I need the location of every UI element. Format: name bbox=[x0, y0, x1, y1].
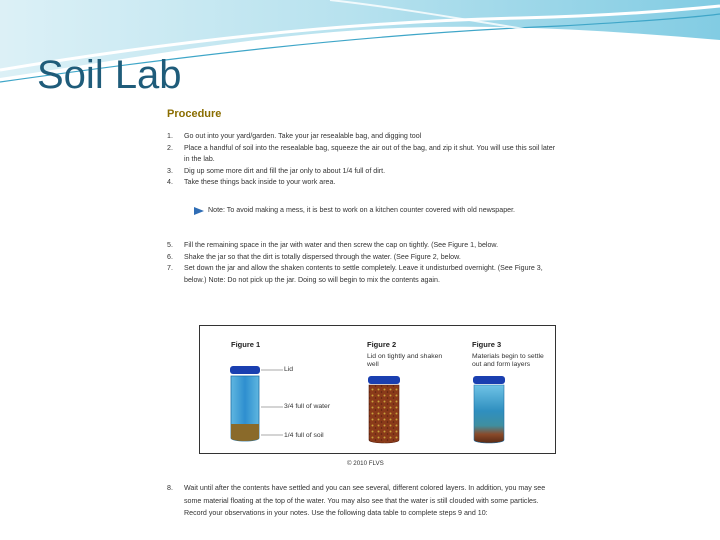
figure2-title: Figure 2 bbox=[367, 340, 397, 349]
jar-figure3-settled-icon bbox=[470, 376, 510, 446]
step-number: 7. bbox=[167, 264, 173, 273]
figure1-soil-label: 1/4 full of soil bbox=[284, 432, 324, 439]
step-item bbox=[167, 177, 557, 189]
step-number: 3. bbox=[167, 166, 173, 175]
step-text: Take these things back inside to your work area. bbox=[184, 178, 336, 187]
step-item bbox=[167, 240, 557, 252]
step-item bbox=[167, 252, 557, 264]
jar-figure2-shaken-icon bbox=[365, 376, 405, 446]
step-item bbox=[167, 263, 557, 286]
procedure-heading: Procedure bbox=[167, 108, 222, 120]
steps-list-part2 bbox=[167, 240, 557, 286]
slide-title: Soil Lab bbox=[37, 53, 182, 97]
step-item bbox=[167, 482, 562, 520]
step-item bbox=[167, 143, 557, 166]
step-text: Shake the jar so that the dirt is totally dispersed through the water. (See Figure 2, below. bbox=[184, 252, 461, 261]
figure3-description: Materials begin to settle out and form layers bbox=[472, 353, 544, 368]
figure1-water-label: 3/4 full of water bbox=[284, 403, 331, 410]
steps-list-part1 bbox=[167, 131, 557, 189]
note-block bbox=[208, 205, 538, 217]
figure1-title: Figure 1 bbox=[231, 340, 261, 349]
step-number: 4. bbox=[167, 178, 173, 187]
steps-list-part3 bbox=[167, 482, 562, 520]
step-number: 8. bbox=[167, 484, 173, 492]
step-text: Dig up some more dirt and fill the jar only to about 1/4 full of dirt. bbox=[184, 166, 386, 175]
step-item bbox=[167, 166, 557, 178]
figure2-description: Lid on tightly and shaken well bbox=[367, 353, 443, 368]
step-number: 5. bbox=[167, 241, 173, 249]
figures-copyright: © 2010 FLVS bbox=[347, 460, 384, 467]
step-number: 6. bbox=[167, 252, 173, 261]
figure1-lid-label: Lid bbox=[284, 366, 294, 373]
step-text: Go out into your yard/garden. Take your jar resealable bag, and digging tool bbox=[184, 132, 422, 140]
step-text: Wait until after the contents have settled and you can see several, different colored layers. In addition, you may see some material floating at the top of the water. You may also see that the water is still clouded with some particles. Record your observations in your notes. Use the following data table to complete steps 9 and 10: bbox=[184, 484, 546, 518]
step-number: 1. bbox=[167, 132, 173, 140]
step-text: Fill the remaining space in the jar with water and then screw the cap on tightly. (See Figure 1, below. bbox=[184, 241, 499, 249]
note-text: Note: To avoid making a mess, it is best to work on a kitchen counter covered with old newspaper. bbox=[208, 206, 516, 214]
note-arrow-icon bbox=[194, 207, 204, 215]
step-number: 2. bbox=[167, 143, 173, 152]
procedure-document bbox=[148, 101, 568, 540]
step-text: Set down the jar and allow the shaken contents to settle completely. Leave it undisturbed overnight. (See Figure 3, below.) Note: Do not pick up the jar. Doing so will begin to mix the contents again. bbox=[184, 264, 543, 284]
figures-box bbox=[199, 325, 556, 454]
figure3-title: Figure 3 bbox=[472, 340, 502, 349]
step-text: Place a handful of soil into the resealable bag, squeeze the air out of the bag, and zip it shut. You will use this soil later in the lab. bbox=[184, 143, 556, 164]
step-item bbox=[167, 131, 557, 143]
